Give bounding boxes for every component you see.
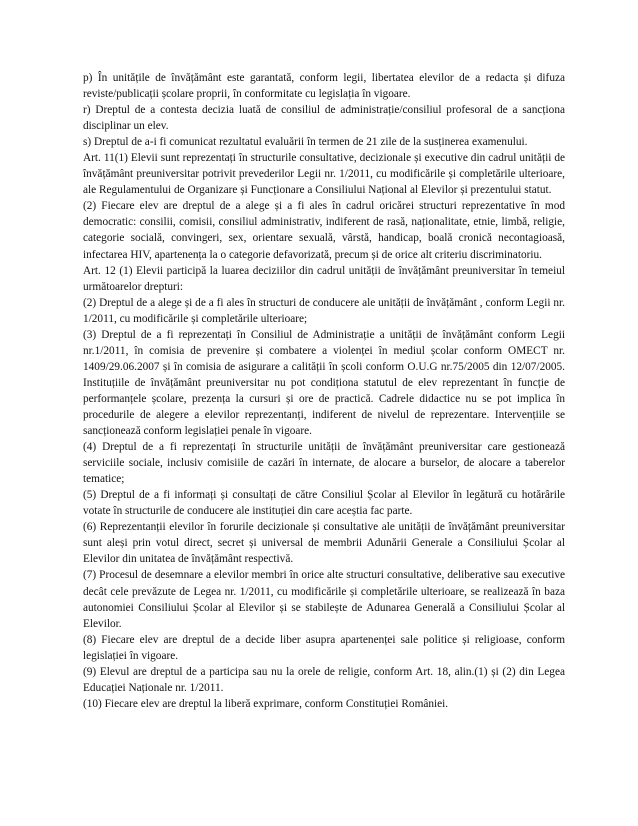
paragraph-art-12-10: (10) Fiecare elev are dreptul la liberă exprimare, conform Constituției României. [83, 697, 449, 710]
paragraph-art-12-2: (2) Dreptul de a alege și de a fi ales în structuri de conducere ale unității de învățământ , conform Legii nr. 1/2011, cu modificările și completările ulterioare; [83, 296, 565, 325]
paragraph-art-12-7: (7) Procesul de desemnare a elevilor membri în orice alte structuri consultative, deliberative sau executive decât cele prevăzute de Legea nr. 1/2011, cu modificările și completările ulterioare, se realizează în baza autonomiei Consiliului Școlar al Elevilor și se stabilește de Adunarea Generală a Consiliului Școlar al Elevilor. [83, 569, 565, 630]
paragraph-art-11-2: (2) Fiecare elev are dreptul de a alege și a fi ales în cadrul oricărei structuri reprezentative în mod democratic: consilii, comisii, consiliul administrativ, indiferent de rasă, naționalitate, etnie, limbă, religie, categorie socială, convingeri, sex, orientare sexuală, vârstă, handicap, boală cronică necontagioasă, infectarea HIV, apartenența la o categorie defavorizată, precum și de orice alt criteriu discriminatoriu. [83, 200, 565, 261]
paragraph-s-evaluation-result: s) Dreptul de a-i fi comunicat rezultatul evaluării în termen de 21 zile de la susținerea examenului. [83, 136, 528, 149]
document-body [83, 70, 565, 712]
paragraph-art-12-3: (3) Dreptul de a fi reprezentați în Consiliul de Administrație a unității de învățământ conform Legii nr.1/2011, în comisia de prevenire și combatere a violenței în mediul școlar conform OMECT nr. 1409/29.06.2007 și în comisia de asigurare a calității în școli conform O.U.G nr.75/2005 din 12/07/2005. Instituțiile de învățământ preuniversitar nu pot condiționa statutul de elev reprezentant în funcție de performanțele școlare, prezența la cursuri și ore de practică. Cadrele didactice nu se pot implica în procedurile de alegere a elevilor reprezentanți, indiferent de nivelul de reprezentare. Intervențiile se sancționează conform legislației penale în vigoare. [83, 328, 565, 438]
paragraph-art-12-9: (9) Elevul are dreptul de a participa sau nu la orele de religie, conform Art. 18, alin.(1) și (2) din Legea Educației Naționale nr. 1/2011. [83, 665, 565, 694]
paragraph-p-press-freedom: p) În unitățile de învățământ este garantată, conform legii, libertatea elevilor de a redacta și difuza reviste/publicații școlare proprii, în conformitate cu legislația în vigoare. [83, 72, 565, 101]
paragraph-art-11-1: Art. 11(1) Elevii sunt reprezentați în structurile consultative, decizionale și executive din cadrul unității de învățământ preuniversitar potrivit prevederilor Legii nr. 1/2011, cu modificările și completările ulterioare, ale Regulamentului de Organizare și Funcționare a Consiliului Național al Elevilor și prezentului statut. [83, 152, 565, 197]
paragraph-art-12-4: (4) Dreptul de a fi reprezentați în structurile unității de învățământ preuniversitar care gestionează serviciile sociale, inclusiv comisiile de cazări în internate, de alocare a burselor, de alocare a taberelor tematice; [83, 441, 565, 486]
paragraph-art-12-8: (8) Fiecare elev are dreptul de a decide liber asupra apartenenței sale politice și religioase, conform legislației în vigoare. [83, 633, 565, 662]
paragraph-art-12-6: (6) Reprezentanții elevilor în forurile decizionale și consultative ale unității de învățământ preuniversitar sunt aleși prin votul direct, secret și universal de membrii Adunării Generale a Consiliului Școlar al Elevilor din unitatea de învățământ respectivă. [83, 521, 565, 566]
paragraph-art-12-5: (5) Dreptul de a fi informați și consultați de către Consiliul Școlar al Elevilor în legătură cu hotărârile votate în structurile de conducere ale instituției din care aceștia fac parte. [83, 489, 565, 518]
paragraph-r-contest-decision: r) Dreptul de a contesta decizia luată de consiliul de administrație/consiliul profesoral de a sancționa disciplinar un elev. [83, 104, 565, 133]
paragraph-art-12-1: Art. 12 (1) Elevii participă la luarea deciziilor din cadrul unității de învățământ preuniversitar în temeiul următoarelor drepturi: [83, 264, 565, 293]
